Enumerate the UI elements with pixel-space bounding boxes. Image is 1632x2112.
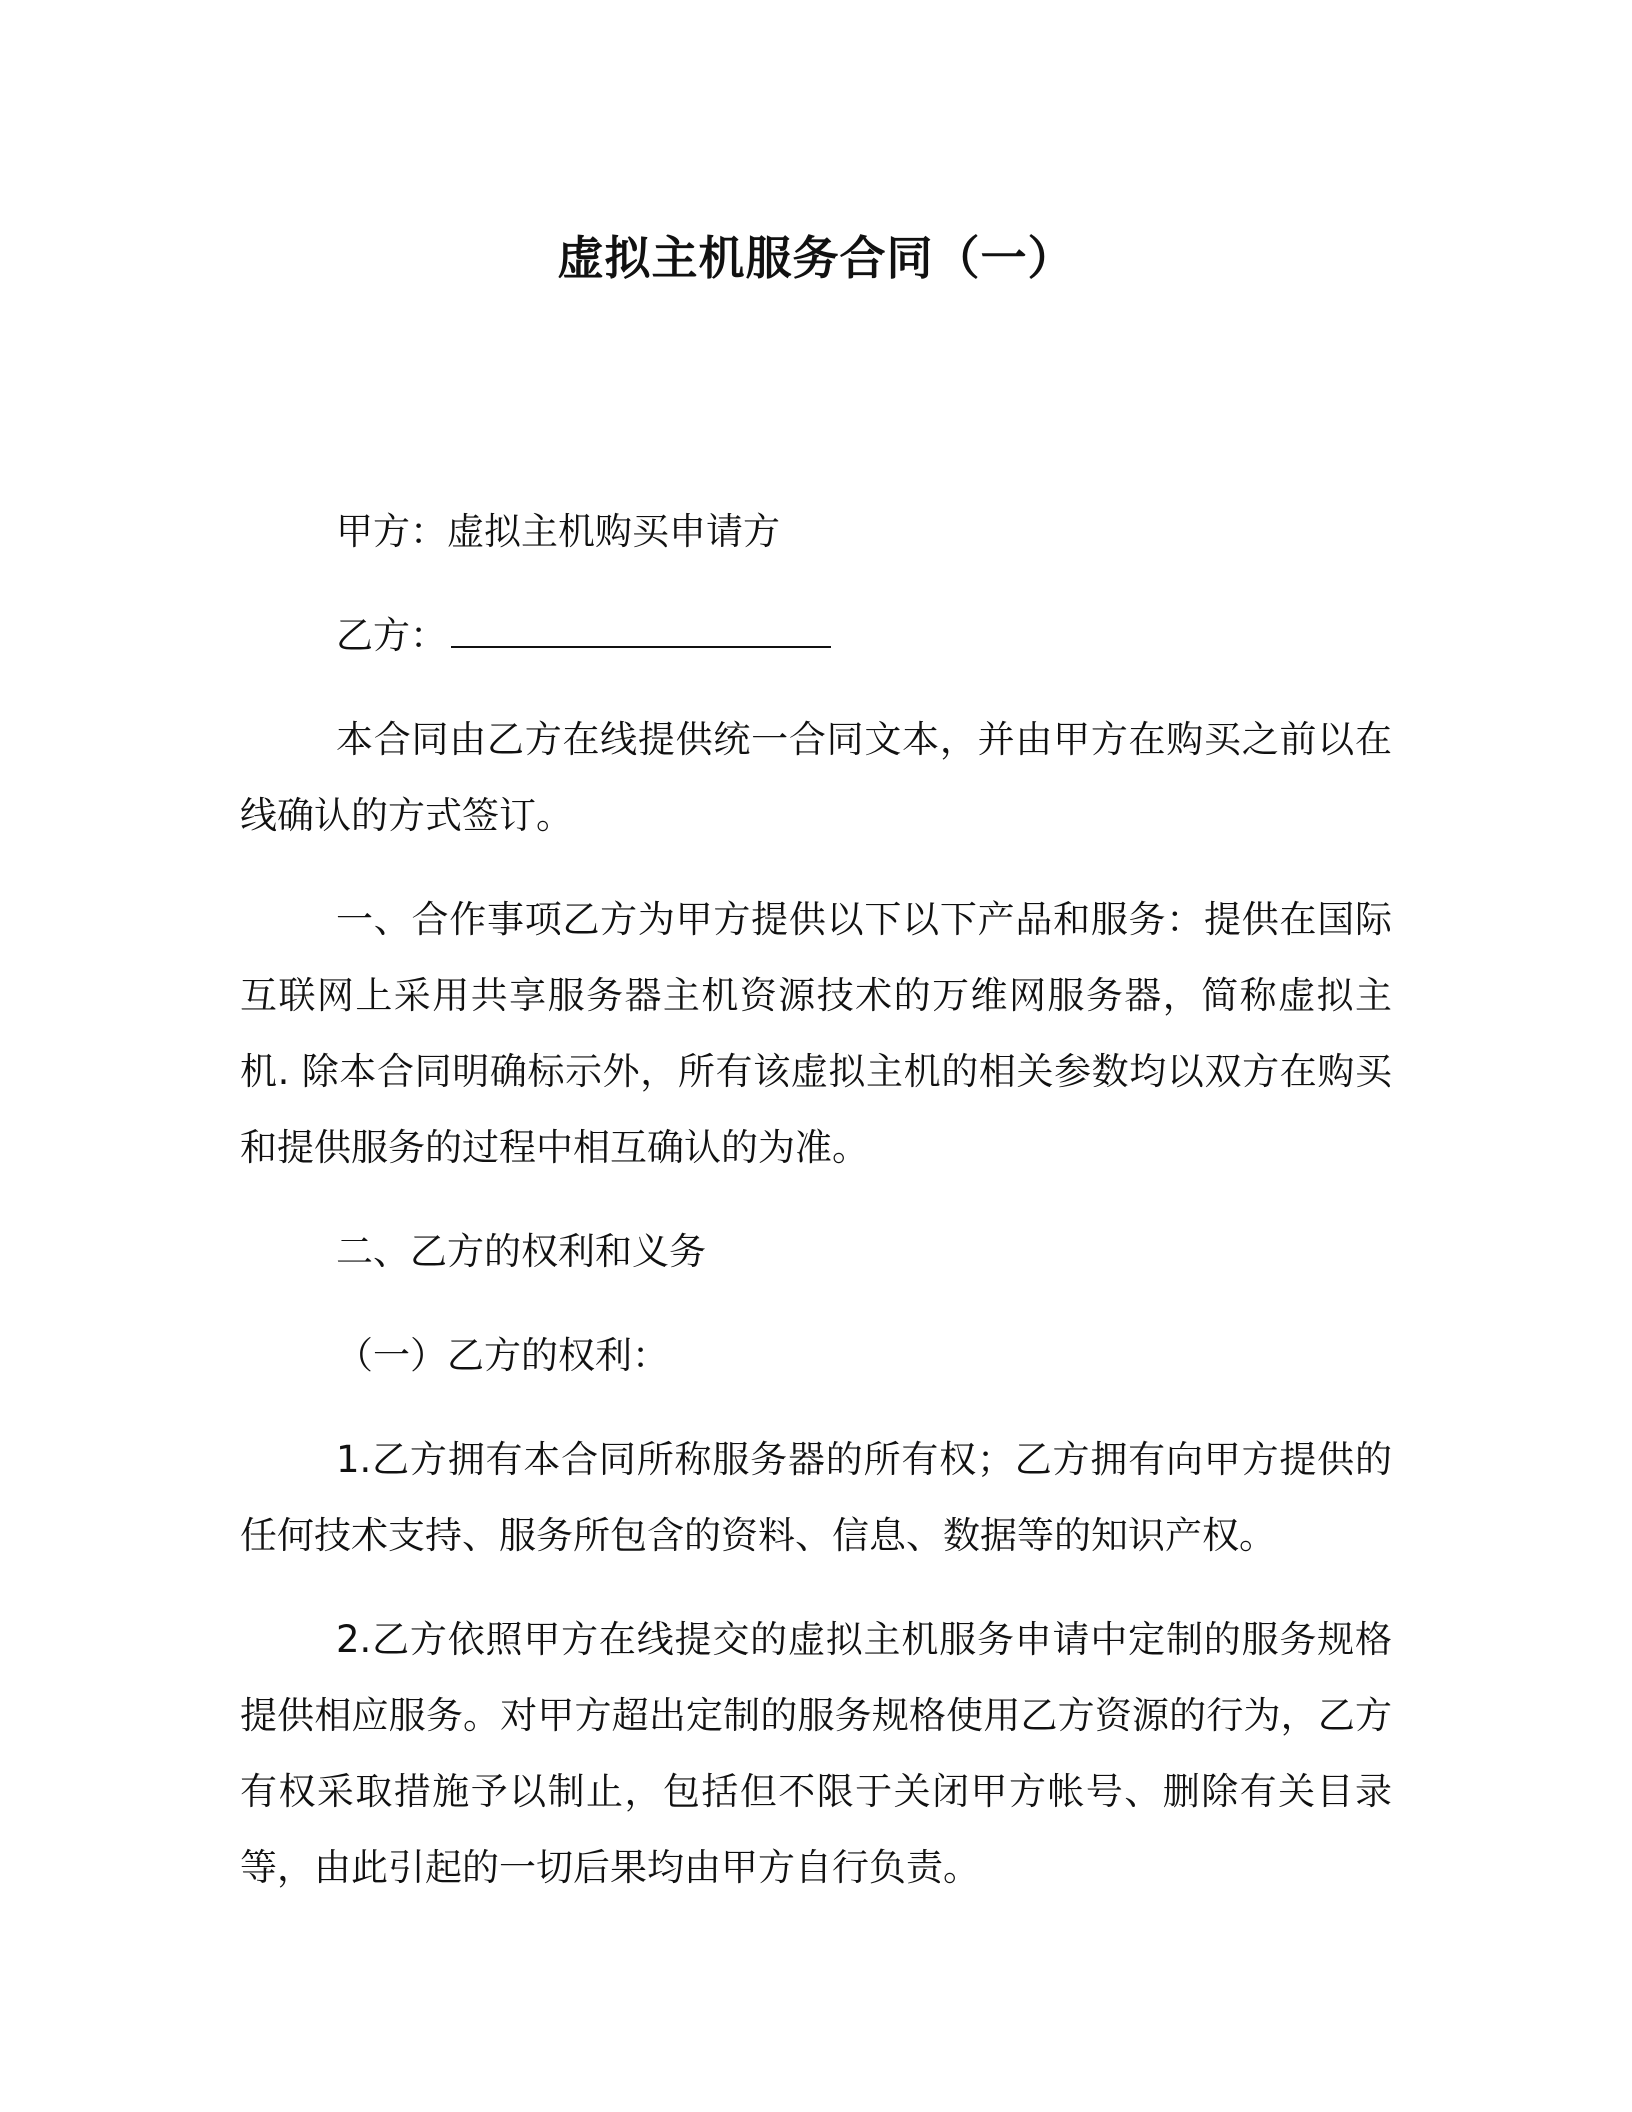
document-body xyxy=(240,494,1392,1934)
paragraph-right-1: 1.乙方拥有本合同所称服务器的所有权；乙方拥有向甲方提供的任何技术支持、服务所包含的资料、信息、数据等的知识产权。 xyxy=(240,1438,1392,1557)
heading-subsection-rights: （一）乙方的权利： xyxy=(336,1334,669,1377)
document-title: 虚拟主机服务合同（一） xyxy=(557,231,1075,285)
paragraph-right-2: 2.乙方依照甲方在线提交的虚拟主机服务申请中定制的服务规格提供相应服务。对甲方超出定制的服务规格使用乙方资源的行为，乙方有权采取措施予以制止，包括但不限于关闭甲方帐号、删除有关目录等，由此引起的一切后果均由甲方自行负责。 xyxy=(240,1618,1392,1889)
paragraph-intro: 本合同由乙方在线提供统一合同文本，并由甲方在购买之前以在线确认的方式签订。 xyxy=(240,718,1392,837)
party-a-line: 甲方：虚拟主机购买申请方 xyxy=(336,510,780,553)
party-b-label: 乙方： xyxy=(336,614,447,657)
party-b-blank-field xyxy=(451,616,831,648)
heading-section-2: 二、乙方的权利和义务 xyxy=(336,1230,706,1273)
paragraph-section-1: 一、合作事项乙方为甲方提供以下以下产品和服务：提供在国际互联网上采用共享服务器主机资源技术的万维网服务器，简称虚拟主机. 除本合同明确标示外，所有该虚拟主机的相关参数均以双方在购买和提供服务的过程中相互确认的为准。 xyxy=(240,898,1392,1169)
party-b-line xyxy=(240,598,1392,674)
